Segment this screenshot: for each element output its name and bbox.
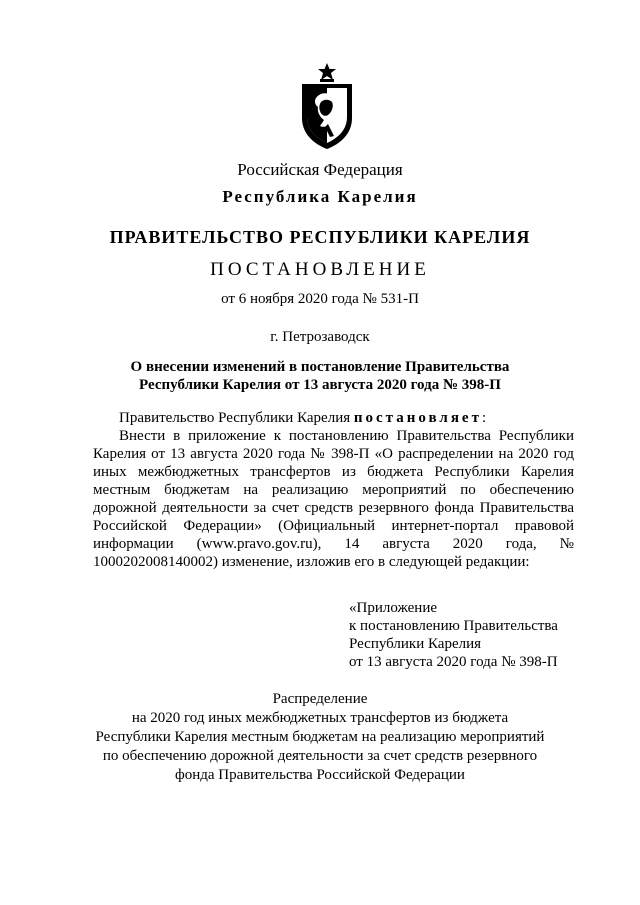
document-type: ПОСТАНОВЛЕНИЕ xyxy=(210,259,430,280)
decree-intro xyxy=(93,409,574,427)
document-city: г. Петрозаводск xyxy=(270,329,370,345)
decree-word: постановляет xyxy=(353,410,482,426)
distribution-line: Республики Карелия местным бюджетам на реализацию мероприятий xyxy=(95,729,545,745)
decree-paragraph: Внести в приложение к постановлению Правительства Республики Карелия от 13 августа 2020 года № 398-П «О распределении на 2020 год иных межбюджетных трансфертов из бюджета Республики Карелия местным бюджетам на реализацию мероприятий по обеспечению дорожной деятельности за счет средств резервного фонда Правительства Российской Федерации» (Официальный интернет-портал правовой информации (www.pravo.gov.ru), 14 августа 2020 года, № 1000202008140002) изменение, изложив его в следующей редакции: xyxy=(93,428,574,570)
appendix-line: Республики Карелия xyxy=(349,636,482,652)
region-name: Республика Карелия xyxy=(222,187,418,206)
appendix-line: от 13 августа 2020 года № 398-П xyxy=(349,654,558,670)
distribution-heading xyxy=(0,690,640,785)
karelia-coat-of-arms-icon xyxy=(298,62,356,150)
distribution-line: Распределение xyxy=(272,691,368,707)
distribution-line: фонда Правительства Российской Федерации xyxy=(175,767,465,783)
decree-intro-text: Правительство Республики Карелия xyxy=(119,410,354,426)
decree-intro-end: : xyxy=(481,410,487,426)
title-line: Республики Карелия от 13 августа 2020 года № 398-П xyxy=(139,377,501,393)
distribution-line: на 2020 год иных межбюджетных трансфертов из бюджета xyxy=(131,710,509,726)
title-line: О внесении изменений в постановление Правительства xyxy=(130,359,510,375)
document-title xyxy=(0,358,640,394)
appendix-line: к постановлению Правительства xyxy=(349,618,558,634)
appendix-reference xyxy=(349,599,558,671)
document-date-number: от 6 ноября 2020 года № 531-П xyxy=(221,291,419,307)
authority-name: ПРАВИТЕЛЬСТВО РЕСПУБЛИКИ КАРЕЛИЯ xyxy=(109,227,531,247)
country-name: Российская Федерация xyxy=(237,160,403,179)
appendix-line: «Приложение xyxy=(349,600,438,616)
distribution-line: по обеспечению дорожной деятельности за счет средств резервного xyxy=(102,748,538,764)
